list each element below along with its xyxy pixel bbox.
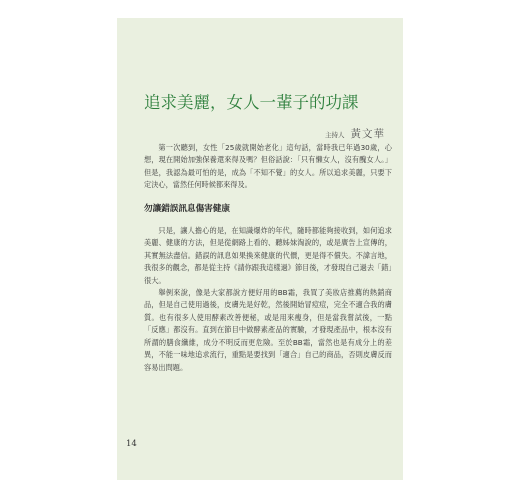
body-paragraph: 舉例來說，像是大家都說方便好用的BB霜，我買了美妝店推薦的熱銷商品，但是自己使用過後，皮膚先是好乾，然後開始冒痘痘，完全不適合我的膚質。也有很多人使用酵素改善便秘，或是用來瘦身，但是當我嘗試後，一點「反應」都沒有。直到在節目中做酵素產品的實驗，才發現產品中，根本沒有所謂的膳食纖維，成分不明反而更危險。至於BB霜，當然也是有成分上的差異，不能一味地追求流行，重點是要找到「適合」自己的商品，否則皮膚反而容易出問題。: [144, 288, 392, 372]
author-byline: [325, 126, 385, 141]
section-heading: 勿讓錯誤訊息傷害健康: [144, 203, 230, 214]
book-page: [117, 18, 403, 480]
body-paragraph: 只是，讓人擔心的是，在知識爆炸的年代，隨時都能夠接收到，如何追求美麗、健康的方法，但是從網路上看的、聽姊妹淘說的，或是廣告上宣傳的，其實無法盡信。錯誤的訊息如果換來健康的代價，更是得不償失。不諱言地，我很多的觀念，都是從主持《請你跟我這樣過》節目後，才發現自己過去「錯」很大。: [144, 226, 392, 285]
page-body: [144, 142, 392, 374]
page-number: 14: [126, 439, 137, 449]
intro-paragraph: 第一次聽到，女性「25歲就開始老化」這句話，當時我已年過30歲，心想，現在開始加強保養還來得及嗎？但俗話說：「只有懶女人，沒有醜女人。」但是，我認為最可怕的是，成為「不知不覺」的女人。所以追求美麗，只要下定決心，當然任何時候都來得及。: [144, 143, 392, 190]
author-signature: 黃文華: [350, 128, 385, 140]
author-label: 主持人: [325, 131, 345, 139]
chapter-title: 追求美麗，女人一輩子的功課: [144, 93, 359, 112]
